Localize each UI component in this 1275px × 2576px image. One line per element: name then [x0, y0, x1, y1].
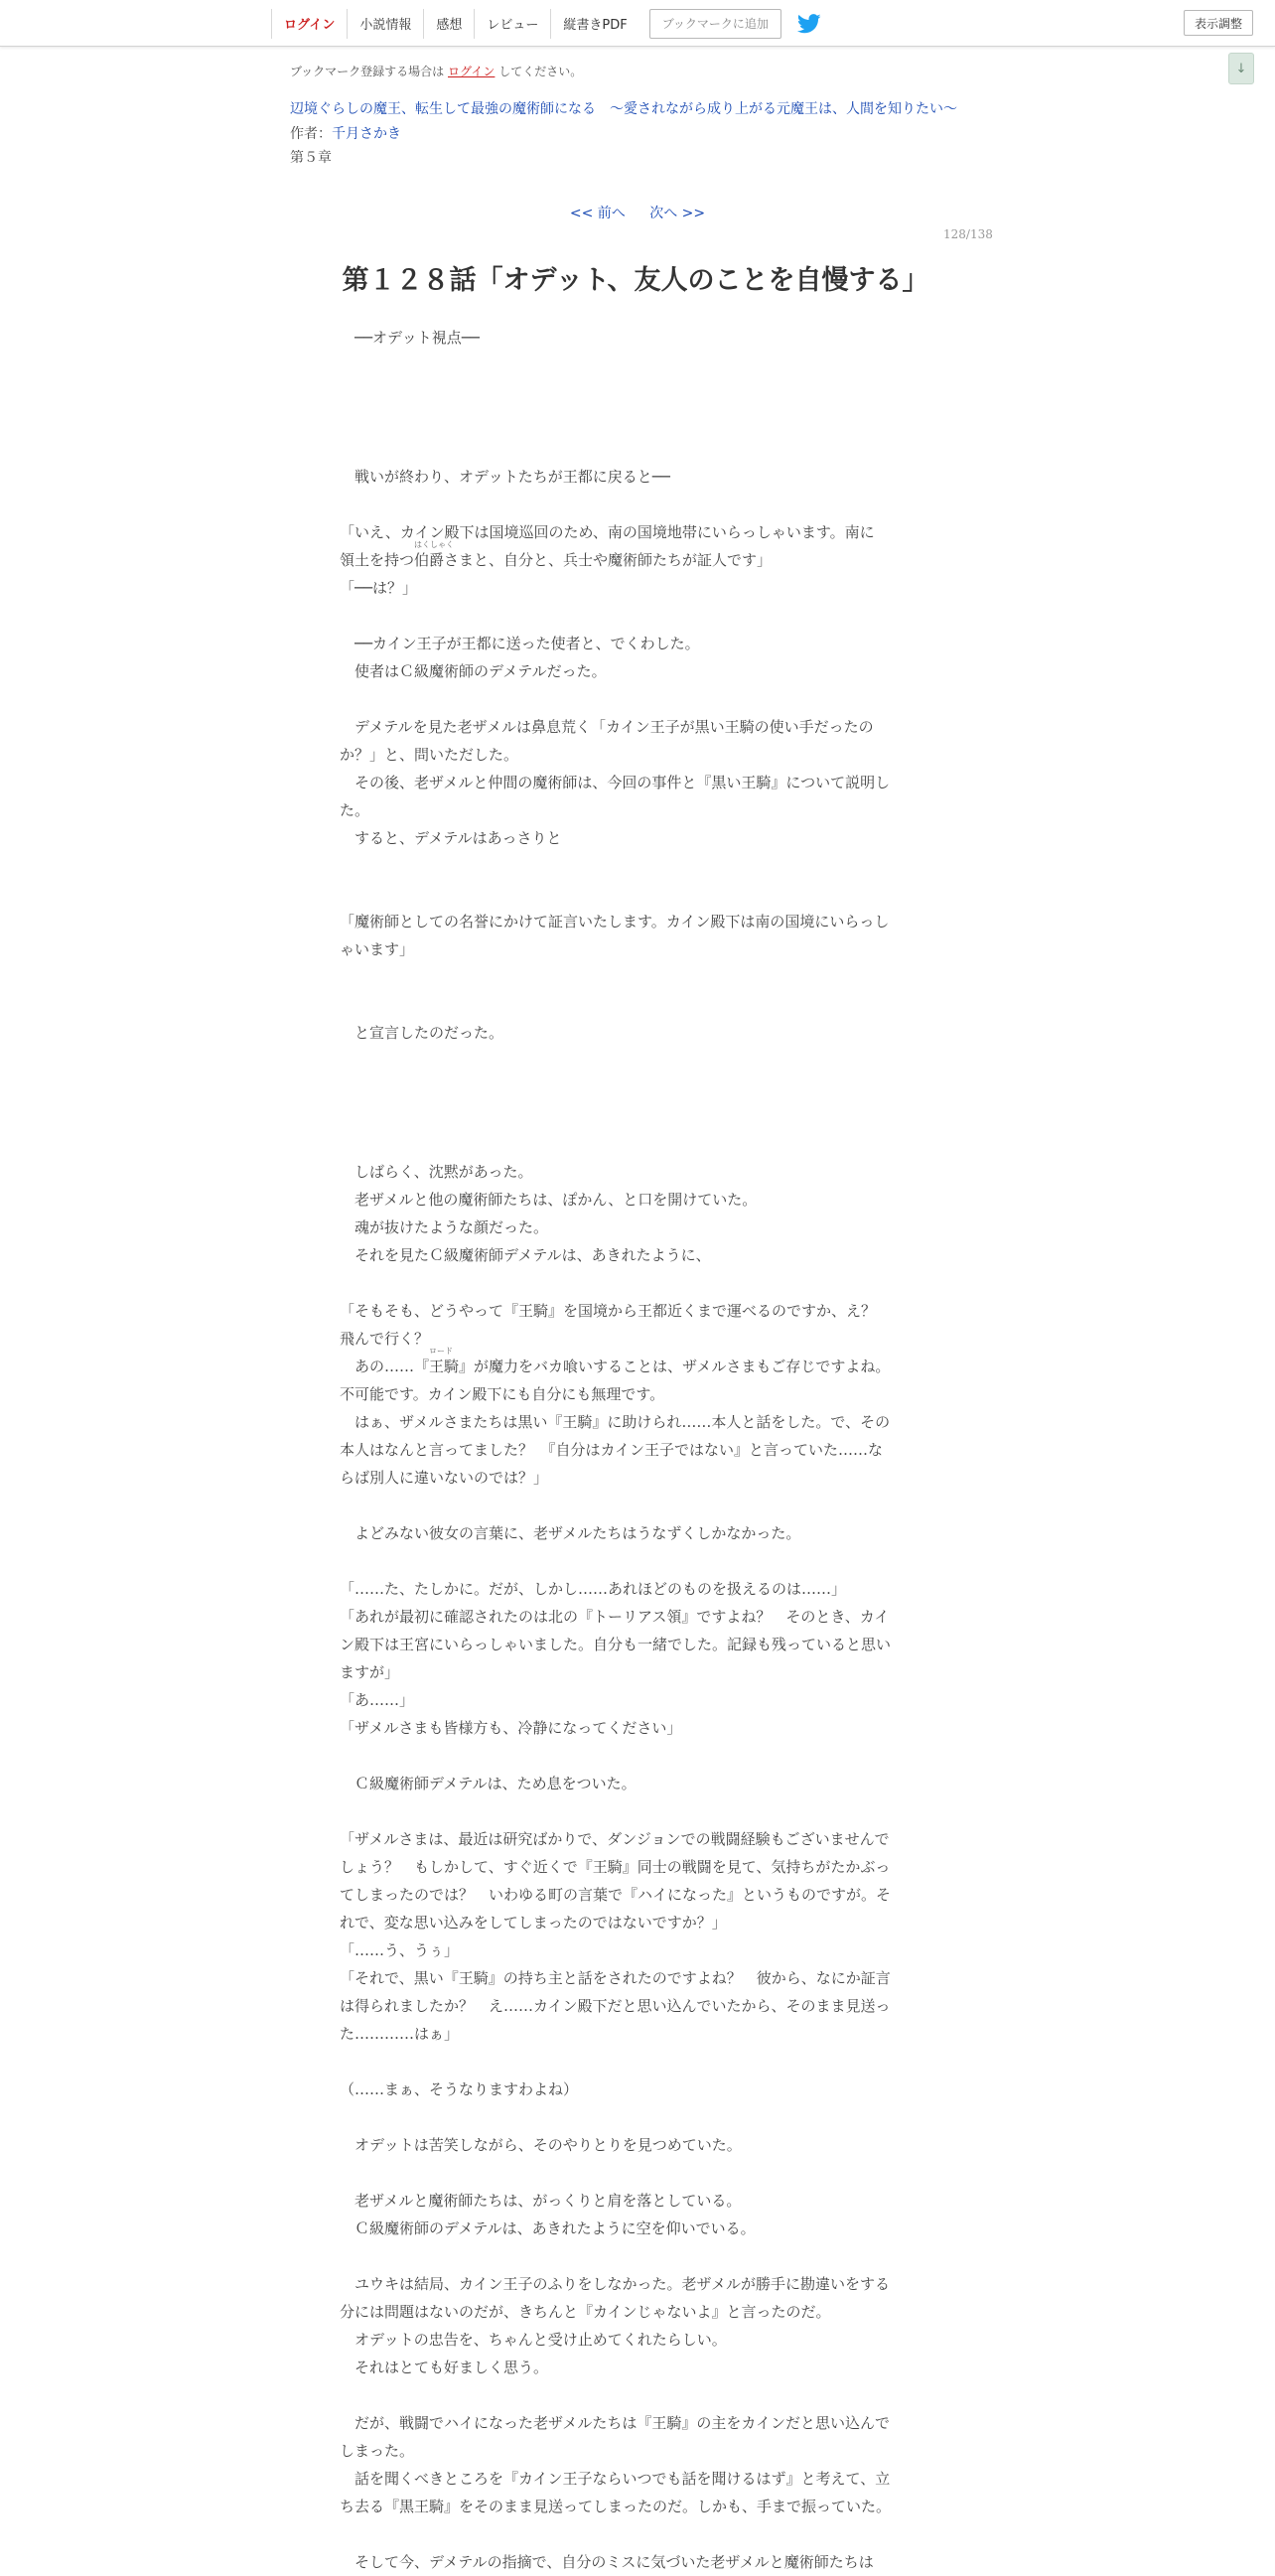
- ruby-annotated-text: 伯爵 はくしゃく: [414, 540, 455, 569]
- body-line: と宣言したのだった。: [340, 1024, 504, 1042]
- body-line: 魂が抜けたような顔だった。: [340, 1218, 549, 1236]
- blank-line: [340, 435, 935, 463]
- blank-line: [340, 407, 935, 435]
- body-line: すると、デメテルはあっさりと: [340, 829, 562, 847]
- body-line: た…………はぁ」: [340, 2025, 460, 2043]
- blank-line: [340, 963, 935, 991]
- body-line: 「……た、たしかに。だが、しかし……あれほどのものを扱えるのは……」: [340, 1580, 847, 1598]
- blank-line: [340, 1547, 935, 1575]
- ruby-annotated-text: 王騎 ロード: [429, 1347, 460, 1375]
- body-line: 「そもそも、どうやって『王騎』を国境から王都近くまで運べるのですか、え？: [340, 1302, 877, 1320]
- blank-line: [340, 2159, 935, 2187]
- body-line: 「ザメルさまも皆様方も、冷静になってください」: [340, 1719, 682, 1737]
- body-line: 分には問題はないのだが、きちんと『カインじゃないよ』と言ったのだ。: [340, 2303, 831, 2321]
- body-line: はぁ、ザメルさまたちは黒い『王騎』に助けられ……本人と話をした。で、その: [340, 1413, 891, 1431]
- notice-login-link[interactable]: ログイン: [448, 65, 496, 78]
- bookmark-login-notice: [290, 63, 582, 79]
- blank-line: [340, 2242, 935, 2270]
- body-line: らば別人に違いないのでは？」: [340, 1469, 549, 1487]
- blank-line: [340, 1492, 935, 1519]
- body-line: てしまったのでは？ いわゆる町の言葉で『ハイになった』というものですが。そ: [340, 1886, 892, 1904]
- body-line: は得られましたか？ え……カイン殿下だと思い込んでいたから、そのまま見送っ: [340, 1997, 891, 2015]
- body-line: だが、戦闘でハイになった老ザメルたちは『王騎』の主をカインだと思い込んで: [340, 2414, 890, 2432]
- body-line: ゃいます」: [340, 940, 415, 958]
- ruby-reading: ロード: [429, 1347, 454, 1356]
- series-title-link[interactable]: 辺境ぐらしの魔王、転生して最強の魔術師になる 〜愛されながら成り上がる元魔王は、人間を知りたい〜: [290, 101, 957, 117]
- nav-vertical-pdf[interactable]: 縦書きPDF: [550, 9, 638, 39]
- notice-prefix: ブックマーク登録する場合は: [290, 65, 445, 78]
- body-line: 話を聞くべきところを『カイン王子ならいつでも話を聞けるはず』と考えて、立: [340, 2470, 891, 2488]
- blank-line: [340, 2048, 935, 2075]
- notice-suffix: してください。: [498, 65, 583, 78]
- blank-line: [340, 491, 935, 518]
- body-line: 「──は？」: [340, 579, 418, 597]
- body-line: れで、変な思い込みをしてしまったのではないですか？」: [340, 1914, 727, 1932]
- blank-line: [340, 1269, 935, 1297]
- body-line: オデットは苦笑しながら、そのやりとりを見つめていた。: [340, 2136, 742, 2154]
- body-line: ン殿下は王宮にいらっしゃいました。自分も一緒でした。記録も残っていると思い: [340, 1636, 892, 1653]
- body-line: あの……『王騎 ロード 』が魔力をバカ喰いすることは、ザメルさまもご存じですよね。: [340, 1347, 891, 1375]
- body-line: 飛んで行く？: [340, 1330, 430, 1348]
- body-line: よどみない彼女の言葉に、老ザメルたちはうなずくしかなかった。: [340, 1524, 801, 1542]
- blank-line: [340, 685, 935, 713]
- display-settings-button[interactable]: 表示調整: [1184, 10, 1253, 36]
- body-line: しばらく、沈黙があった。: [340, 1163, 533, 1181]
- blank-line: [340, 1047, 935, 1074]
- body-line: 「……う、うぅ」: [340, 1941, 460, 1959]
- novel-body: [340, 324, 935, 2576]
- chapter-title: 第５章: [290, 150, 332, 166]
- blank-line: [340, 880, 935, 908]
- author-link[interactable]: 千月さかき: [332, 126, 401, 142]
- author-label: 作者：: [290, 126, 332, 142]
- body-line: Ｃ級魔術師のデメテルは、あきれたように空を仰いでいる。: [340, 2219, 756, 2237]
- episode-pager: [0, 203, 1275, 222]
- twitter-bird-icon[interactable]: [797, 13, 823, 35]
- author-line: [290, 123, 401, 143]
- body-line: 「ザメルさまは、最近は研究ばかりで、ダンジョンでの戦闘経験もございませんで: [340, 1830, 890, 1848]
- blank-line: [340, 2103, 935, 2131]
- ruby-reading: はくしゃく: [414, 540, 455, 549]
- body-line: しまった。: [340, 2442, 415, 2460]
- nav-novel-info[interactable]: 小説情報: [347, 9, 423, 39]
- body-line: か？」と、問いただした。: [340, 746, 519, 764]
- blank-line: [340, 379, 935, 407]
- nav-impressions[interactable]: 感想: [423, 9, 474, 39]
- body-line: ユウキは結局、カイン王子のふりをしなかった。老ザメルが勝手に勘違いをする: [340, 2275, 890, 2293]
- body-line: デメテルを見た老ザメルは鼻息荒く「カイン王子が黒い王騎の使い手だったの: [340, 718, 874, 736]
- blank-line: [340, 1742, 935, 1770]
- body-line: （……まぁ、そうなりますわよね）: [340, 2080, 579, 2098]
- body-line: ち去る『黒王騎』をそのまま見送ってしまったのだ。しかも、手まで振っていた。: [340, 2498, 892, 2515]
- nav-review[interactable]: レビュー: [474, 9, 550, 39]
- blank-line: [340, 991, 935, 1019]
- blank-line: [340, 1102, 935, 1130]
- body-line: た。: [340, 801, 370, 819]
- body-line: ──オデット視点──: [340, 329, 480, 347]
- body-line: 「それで、黒い『王騎』の持ち主と話をされたのですよね？ 彼から、なにか証言: [340, 1969, 891, 1987]
- nav-login[interactable]: ログイン: [271, 9, 347, 39]
- blank-line: [340, 1797, 935, 1825]
- body-line: 老ザメルと他の魔術師たちは、ぽかん、と口を開けていた。: [340, 1191, 758, 1209]
- body-line: 不可能です。カイン殿下にも自分にも無理です。: [340, 1385, 665, 1403]
- body-line: Ｃ級魔術師デメテルは、ため息をついた。: [340, 1775, 637, 1792]
- body-line: しょう？ もしかして、すぐ近くで『王騎』同士の戦闘を見て、気持ちがたかぶっ: [340, 1858, 891, 1876]
- add-bookmark-button[interactable]: ブックマークに追加: [649, 9, 781, 39]
- blank-line: [340, 352, 935, 379]
- body-line: それを見たＣ級魔術師デメテルは、あきれたように、: [340, 1246, 711, 1264]
- body-line: 「いえ、カイン殿下は国境巡回のため、南の国境地帯にいらっしゃいます。南に: [340, 523, 875, 541]
- episode-counter: 128/138: [943, 227, 993, 241]
- body-line: 「あれが最初に確認されたのは北の『トーリアス領』ですよね？ そのとき、カイ: [340, 1608, 890, 1626]
- body-line: その後、老ザメルと仲間の魔術師は、今回の事件と『黒い王騎』について説明し: [340, 774, 891, 791]
- body-line: ──カイン王子が王都に送った使者と、でくわした。: [340, 635, 700, 652]
- blank-line: [340, 602, 935, 630]
- next-episode-link[interactable]: 次へ >>: [649, 206, 706, 221]
- body-line: 老ザメルと魔術師たちは、がっくりと肩を落としている。: [340, 2192, 742, 2210]
- top-navigation-bar: [0, 0, 1275, 47]
- blank-line: [340, 2381, 935, 2409]
- blank-line: [340, 852, 935, 880]
- body-line: ますが」: [340, 1663, 400, 1681]
- scroll-down-arrow-icon[interactable]: ↓: [1228, 53, 1254, 84]
- body-line: 「魔術師としての名誉にかけて証言いたします。カイン殿下は南の国境にいらっし: [340, 913, 890, 930]
- body-line: オデットの忠告を、ちゃんと受け止めてくれたらしい。: [340, 2331, 727, 2349]
- body-line: それはとても好ましく思う。: [340, 2359, 549, 2376]
- prev-episode-link[interactable]: << 前へ: [569, 206, 626, 221]
- episode-title: 第１２８話「オデット、友人のことを自慢する」: [342, 265, 929, 296]
- blank-line: [340, 1130, 935, 1158]
- nav-links: [271, 0, 823, 47]
- blank-line: [340, 2520, 935, 2548]
- body-line: 領土を持つ伯爵 はくしゃく さまと、自分と、兵士や魔術師たちが証人です」: [340, 540, 773, 569]
- body-line: 「あ……」: [340, 1691, 415, 1709]
- body-line: 使者はＣ級魔術師のデメテルだった。: [340, 662, 607, 680]
- body-line: 本人はなんと言ってました？ 『自分はカイン王子ではない』と言っていた……な: [340, 1441, 884, 1459]
- blank-line: [340, 1074, 935, 1102]
- body-line: 戦いが終わり、オデットたちが王都に戻ると──: [340, 468, 670, 486]
- body-line: そして今、デメテルの指摘で、自分のミスに気づいた老ザメルと魔術師たちは: [340, 2553, 874, 2571]
